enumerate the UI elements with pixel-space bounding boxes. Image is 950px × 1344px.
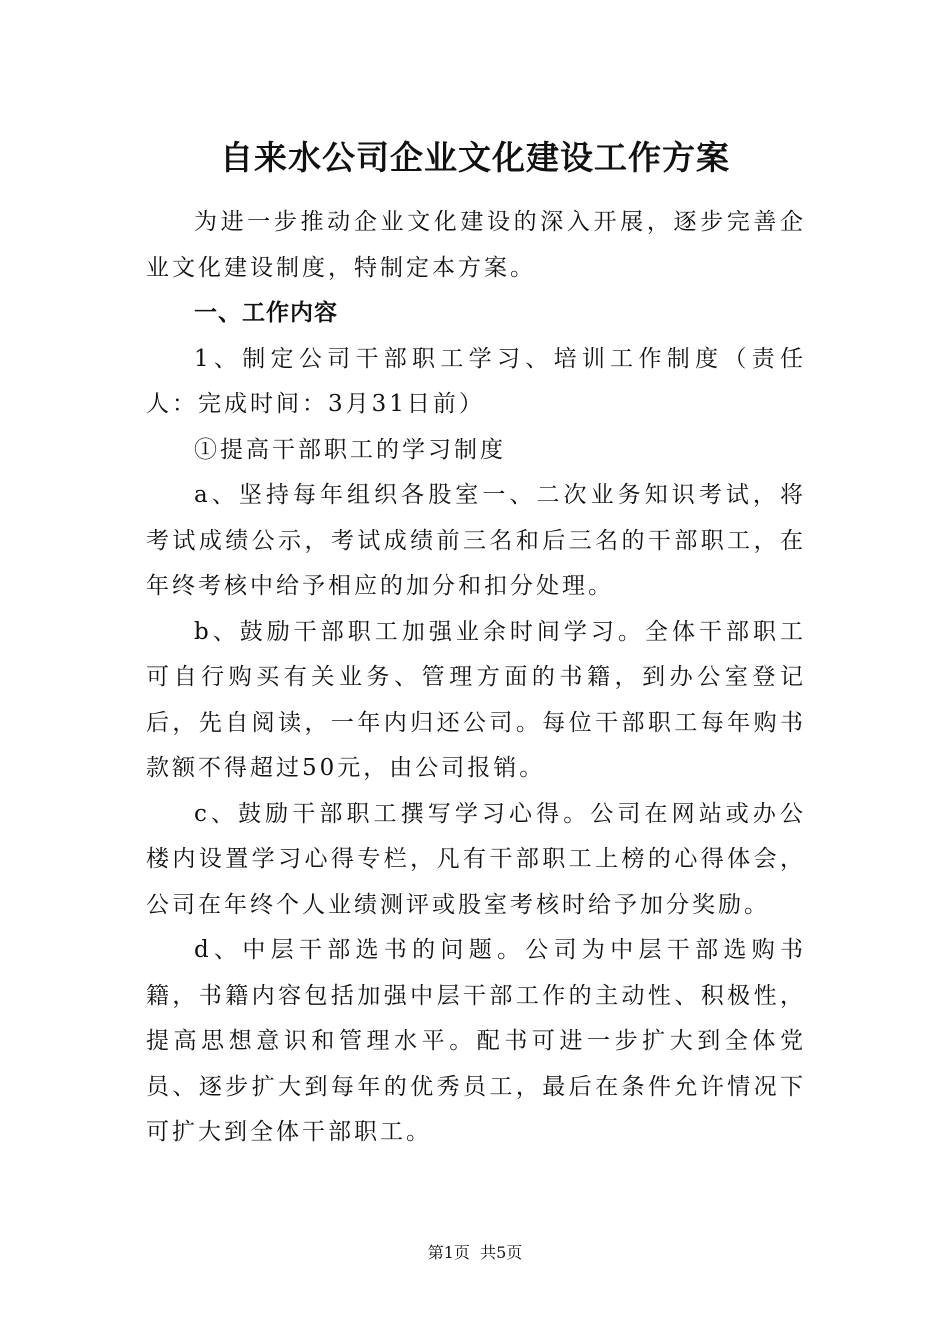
clause-paragraph-c: c、鼓励干部职工撰写学习心得。公司在网站或办公楼内设置学习心得专栏，凡有干部职工上榜的心得体会，公司在年终个人业绩测评或股室考核时给予加分奖励。	[146, 800, 806, 918]
clause-paragraph-d: d、中层干部选书的问题。公司为中层干部选购书籍，书籍内容包括加强中层干部工作的主动性、积极性，提高思想意识和管理水平。配书可进一步扩大到全体党员、逐步扩大到每年的优秀员工，最后在条件允许情况下可扩大到全体干部职工。	[146, 937, 806, 1145]
intro-paragraph: 为进一步推动企业文化建设的深入开展，逐步完善企业文化建设制度，特制定本方案。	[146, 209, 806, 281]
document-body	[146, 200, 806, 1156]
clause-paragraph-b: b、鼓励干部职工加强业余时间学习。全体干部职工可自行购买有关业务、管理方面的书籍，到办公室登记后，先自阅读，一年内归还公司。每位干部职工每年购书款额不得超过50元，由公司报销。	[146, 618, 806, 781]
clause-paragraph-a: a、坚持每年组织各股室一、二次业务知识考试，将考试成绩公示，考试成绩前三名和后三名的干部职工，在年终考核中给予相应的加分和扣分处理。	[146, 482, 806, 599]
page-number-total: 共5页	[480, 1243, 523, 1262]
page-number-current: 第1页	[427, 1243, 470, 1262]
section-heading: 一、工作内容	[194, 300, 338, 326]
sub-item-paragraph: ①提高干部职工的学习制度	[194, 436, 506, 463]
item-paragraph: 1、制定公司干部职工学习、培训工作制度（责任人：完成时间：3月31日前）	[146, 345, 806, 417]
document-title: 自来水公司企业文化建设工作方案	[220, 138, 730, 177]
page-footer	[0, 1241, 950, 1265]
